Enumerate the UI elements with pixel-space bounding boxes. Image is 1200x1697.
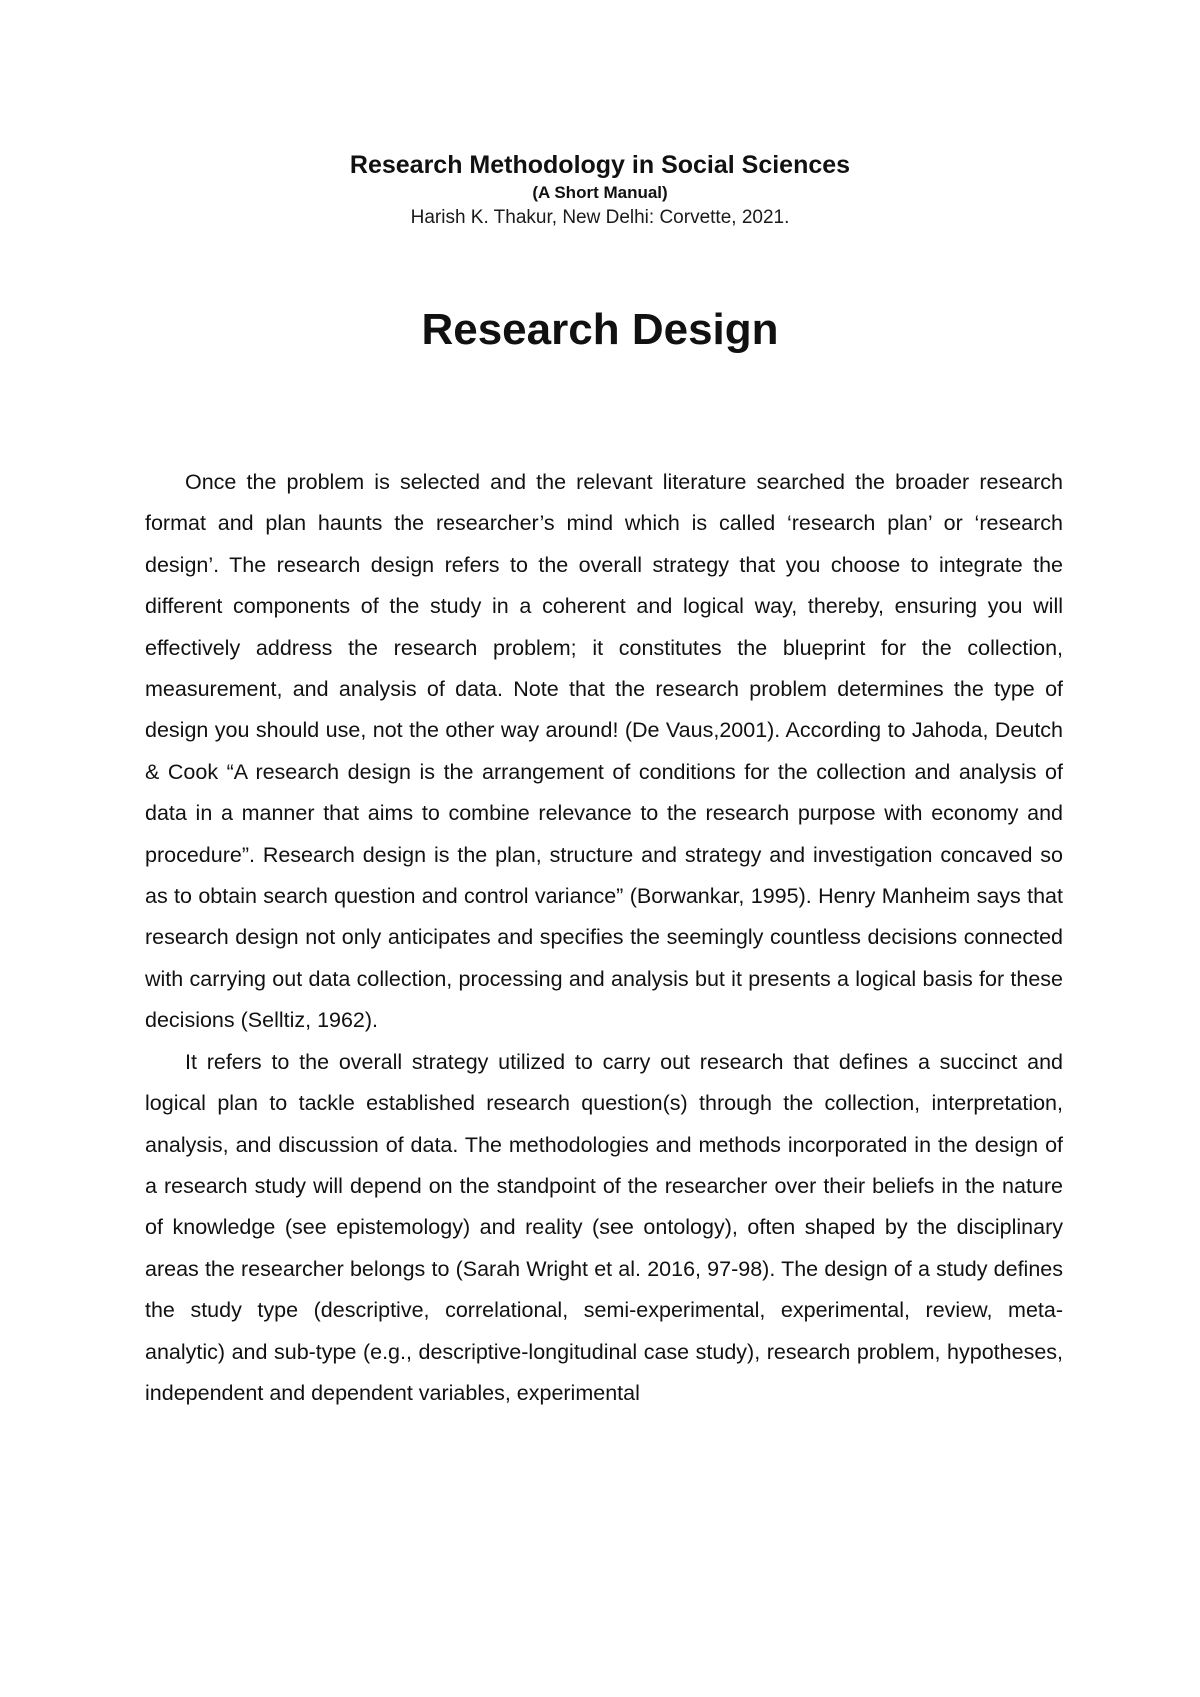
book-header	[0, 148, 1200, 232]
body-text	[145, 462, 1063, 1414]
book-citation: Harish K. Thakur, New Delhi: Corvette, 2021.	[410, 207, 790, 228]
chapter-title: Research Design	[421, 305, 779, 354]
paragraph-1: Once the problem is selected and the relevant literature searched the broader research format and plan haunts the researcher’s mind which is called ‘research plan’ or ‘research design’. The research design refers to the overall strategy that you choose to integrate the different components of the study in a coherent and logical way, thereby, ensuring you will effectively address the research problem; it constitutes the blueprint for the collection, measurement, and analysis of data. Note that the research problem determines the type of design you should use, not the other way around! (De Vaus,2001). According to Jahoda, Deutch & Cook “A research design is the arrangement of conditions for the collection and analysis of data in a manner that aims to combine relevance to the research purpose with economy and procedure”. Research design is the plan, structure and strategy and investigation concaved so as to obtain search question and control variance” (Borwankar, 1995). Henry Manheim says that research design not only anticipates and specifies the seemingly countless decisions connected with carrying out data collection, processing and analysis but it presents a logical basis for these decisions (Selltiz, 1962).	[145, 470, 1063, 1033]
paragraph-2: It refers to the overall strategy utilized to carry out research that defines a succinct and logical plan to tackle established research question(s) through the collection, interpretation, analysis, and discussion of data. The methodologies and methods incorporated in the design of a research study will depend on the standpoint of the researcher over their beliefs in the nature of knowledge (see epistemology) and reality (see ontology), often shaped by the disciplinary areas the researcher belongs to (Sarah Wright et al. 2016, 97-98). The design of a study defines the study type (descriptive, correlational, semi-experimental, experimental, review, meta-analytic) and sub-type (e.g., descriptive-longitudinal case study), research problem, hypotheses, independent and dependent variables, experimental	[145, 1049, 1063, 1405]
book-title: Research Methodology in Social Sciences	[349, 151, 851, 179]
book-subtitle: (A Short Manual)	[532, 183, 668, 202]
